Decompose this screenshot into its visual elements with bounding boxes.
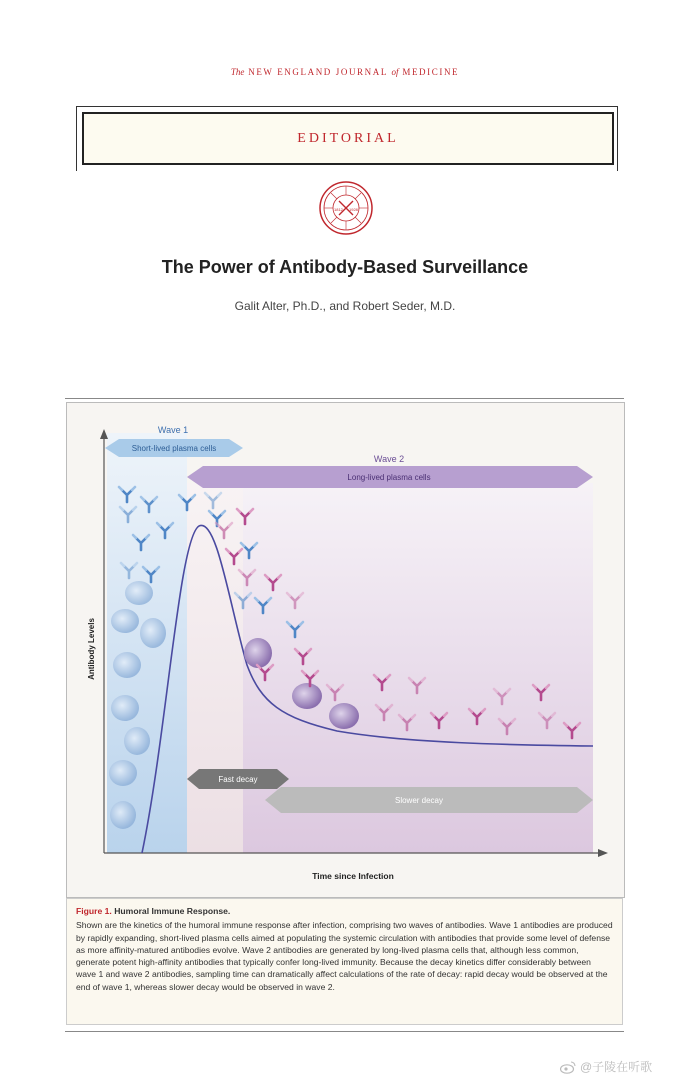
wave1-sublabel: Short-lived plasma cells bbox=[131, 444, 217, 453]
weibo-icon bbox=[560, 1060, 576, 1074]
wave1-label: Wave 1 bbox=[157, 425, 189, 435]
article-title: The Power of Antibody-Based Surveillance bbox=[161, 257, 529, 277]
figure-illustration bbox=[66, 402, 625, 898]
y-axis-label: Antibody Levels bbox=[87, 618, 96, 680]
watermark bbox=[560, 1058, 652, 1075]
journal-seal-icon bbox=[319, 181, 373, 235]
figure-svg bbox=[67, 403, 624, 897]
figure-label: Figure 1. bbox=[76, 906, 112, 916]
section-label: EDITORIAL bbox=[82, 112, 614, 165]
figure-caption-text: Shown are the kinetics of the humoral immune response after infection, comprising two waves of antibodies. Wave 1 antibodies are produced by rapidly expanding, short-lived plasma cells aimed at populating the systemic circulation with antibodies that provide some level of defense as more affinity-matured antibodies evolve. Wave 2 antibodies are generated by long-lived plasma cells that, although less common, generate potent high-affinity antibodies that typically confer long-lived immunity. Because the decay kinetics differ considerably between wave 1 and wave 2 antibodies, sampling time can dramatically affect calculations of the rate of decay: rapid decay would be observed at the end of wave 1, whereas slower decay would be observed in wave 2. bbox=[76, 920, 613, 992]
svg-text:1928: 1928 bbox=[349, 207, 358, 212]
x-axis-label: Time since Infection bbox=[312, 871, 394, 881]
section-banner bbox=[76, 106, 618, 171]
svg-text:1812: 1812 bbox=[334, 207, 343, 212]
journal-name: The NEW ENGLAND JOURNAL of MEDICINE bbox=[230, 67, 460, 77]
figure-title: Humoral Immune Response. bbox=[114, 906, 231, 916]
article-authors: Galit Alter, Ph.D., and Robert Seder, M.D. bbox=[234, 299, 456, 313]
slower-decay-label: Slower decay bbox=[394, 796, 444, 805]
wave2-sublabel: Long-lived plasma cells bbox=[347, 473, 431, 482]
watermark-text: @子陵在听歌 bbox=[580, 1060, 653, 1074]
wave2-label: Wave 2 bbox=[373, 454, 405, 464]
figure-caption bbox=[66, 898, 623, 1025]
fast-decay-label: Fast decay bbox=[218, 775, 258, 784]
